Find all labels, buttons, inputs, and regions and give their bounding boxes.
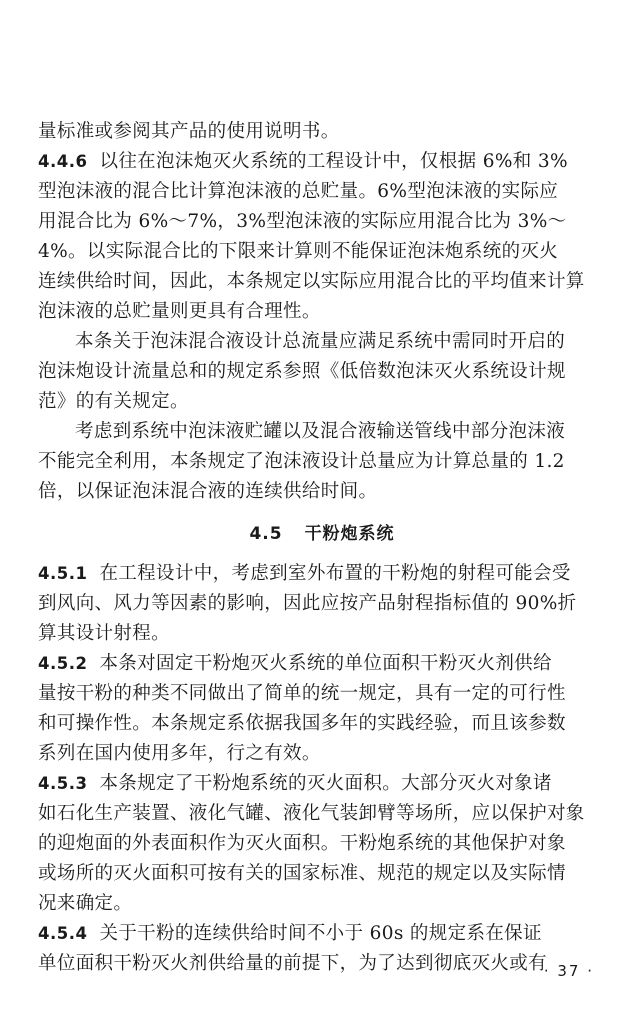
line-text: 量按干粉的种类不同做出了简单的统一规定，具有一定的可行性 bbox=[38, 683, 566, 704]
text-line bbox=[38, 619, 606, 649]
text-line bbox=[38, 709, 606, 739]
text-line bbox=[38, 177, 606, 207]
text-block-4-5 bbox=[38, 559, 606, 979]
line-text: 不能完全利用，本条规定了泡沫液设计总量应为计算总量的 1.2 bbox=[38, 451, 565, 472]
section-number: 4.5 bbox=[249, 524, 283, 544]
clause-number: 4.4.6 bbox=[38, 152, 88, 171]
line-text: 本条关于泡沫混合液设计总流量应满足系统中需同时开启的 bbox=[75, 331, 566, 352]
text-line bbox=[38, 589, 606, 619]
line-text: 以往在泡沫炮灭火系统的工程设计中，仅根据 6%和 3% bbox=[99, 151, 568, 172]
line-text: 况来确定。 bbox=[38, 893, 133, 914]
text-line bbox=[38, 207, 606, 237]
line-text: 算其设计射程。 bbox=[38, 623, 170, 644]
line-text: 如石化生产装置、液化气罐、液化气装卸臂等场所，应以保护对象 bbox=[38, 803, 585, 824]
text-line bbox=[38, 477, 606, 507]
line-text: 到风向、风力等因素的影响，因此应按产品射程指标值的 90%折 bbox=[38, 593, 577, 614]
line-text: 的迎炮面的外表面积作为灭火面积。干粉炮系统的其他保护对象 bbox=[38, 833, 566, 854]
line-text: 型泡沫液的混合比计算泡沫液的总贮量。6%型泡沫液的实际应 bbox=[38, 181, 559, 202]
text-line bbox=[38, 799, 606, 829]
line-text: 本条对固定干粉炮灭火系统的单位面积干粉灭火剂供给 bbox=[99, 653, 552, 674]
text-line bbox=[38, 267, 606, 297]
text-line bbox=[38, 147, 606, 177]
line-text: 关于干粉的连续供给时间不小于 60s 的规定系在保证 bbox=[99, 923, 542, 944]
line-text: 泡沫炮设计流量总和的规定系参照《低倍数泡沫灭火系统设计规 bbox=[38, 361, 566, 382]
text-line bbox=[38, 559, 606, 589]
text-line bbox=[38, 769, 606, 799]
text-line bbox=[38, 447, 606, 477]
line-text: 倍，以保证泡沫混合液的连续供给时间。 bbox=[38, 481, 378, 502]
text-line bbox=[38, 357, 606, 387]
page-number: · 37 · bbox=[543, 962, 594, 980]
text-line bbox=[38, 327, 606, 357]
line-text: 连续供给时间，因此，本条规定以实际应用混合比的平均值来计算 bbox=[38, 271, 585, 292]
text-line bbox=[38, 859, 606, 889]
line-text: 用混合比为 6%～7%，3%型泡沫液的实际应用混合比为 3%～ bbox=[38, 211, 567, 232]
line-text: 量标准或参阅其产品的使用说明书。 bbox=[38, 121, 340, 142]
text-line bbox=[38, 117, 606, 147]
line-text: 和可操作性。本条规定系依据我国多年的实践经验，而且该参数 bbox=[38, 713, 566, 734]
clause-number: 4.5.2 bbox=[38, 654, 88, 673]
text-line bbox=[38, 739, 606, 769]
line-text: 考虑到系统中泡沫液贮罐以及混合液输送管线中部分泡沫液 bbox=[75, 421, 566, 442]
text-line bbox=[38, 297, 606, 327]
text-line bbox=[38, 417, 606, 447]
line-text: 系列在国内使用多年，行之有效。 bbox=[38, 743, 321, 764]
text-block-4-4 bbox=[38, 117, 606, 507]
section-title: 干粉炮系统 bbox=[304, 524, 395, 544]
text-line bbox=[38, 237, 606, 267]
line-text: 范》的有关规定。 bbox=[38, 391, 189, 412]
text-line bbox=[38, 649, 606, 679]
line-text: 泡沫液的总贮量则更具有合理性。 bbox=[38, 301, 321, 322]
text-line bbox=[38, 949, 606, 979]
clause-number: 4.5.3 bbox=[38, 774, 88, 793]
section-heading bbox=[38, 519, 606, 549]
text-line bbox=[38, 889, 606, 919]
line-text: 4%。以实际混合比的下限来计算则不能保证泡沫炮系统的灭火 bbox=[38, 241, 559, 262]
text-line bbox=[38, 919, 606, 949]
line-text: 本条规定了干粉炮系统的灭火面积。大部分灭火对象诸 bbox=[99, 773, 552, 794]
line-text: 单位面积干粉灭火剂供给量的前提下，为了达到彻底灭火或有 bbox=[38, 953, 547, 974]
clause-number: 4.5.4 bbox=[38, 924, 88, 943]
line-text: 在工程设计中，考虑到室外布置的干粉炮的射程可能会受 bbox=[99, 563, 571, 584]
clause-number: 4.5.1 bbox=[38, 564, 88, 583]
text-line bbox=[38, 387, 606, 417]
line-text: 或场所的灭火面积可按有关的国家标准、规范的规定以及实际情 bbox=[38, 863, 566, 884]
text-line bbox=[38, 679, 606, 709]
text-line bbox=[38, 829, 606, 859]
